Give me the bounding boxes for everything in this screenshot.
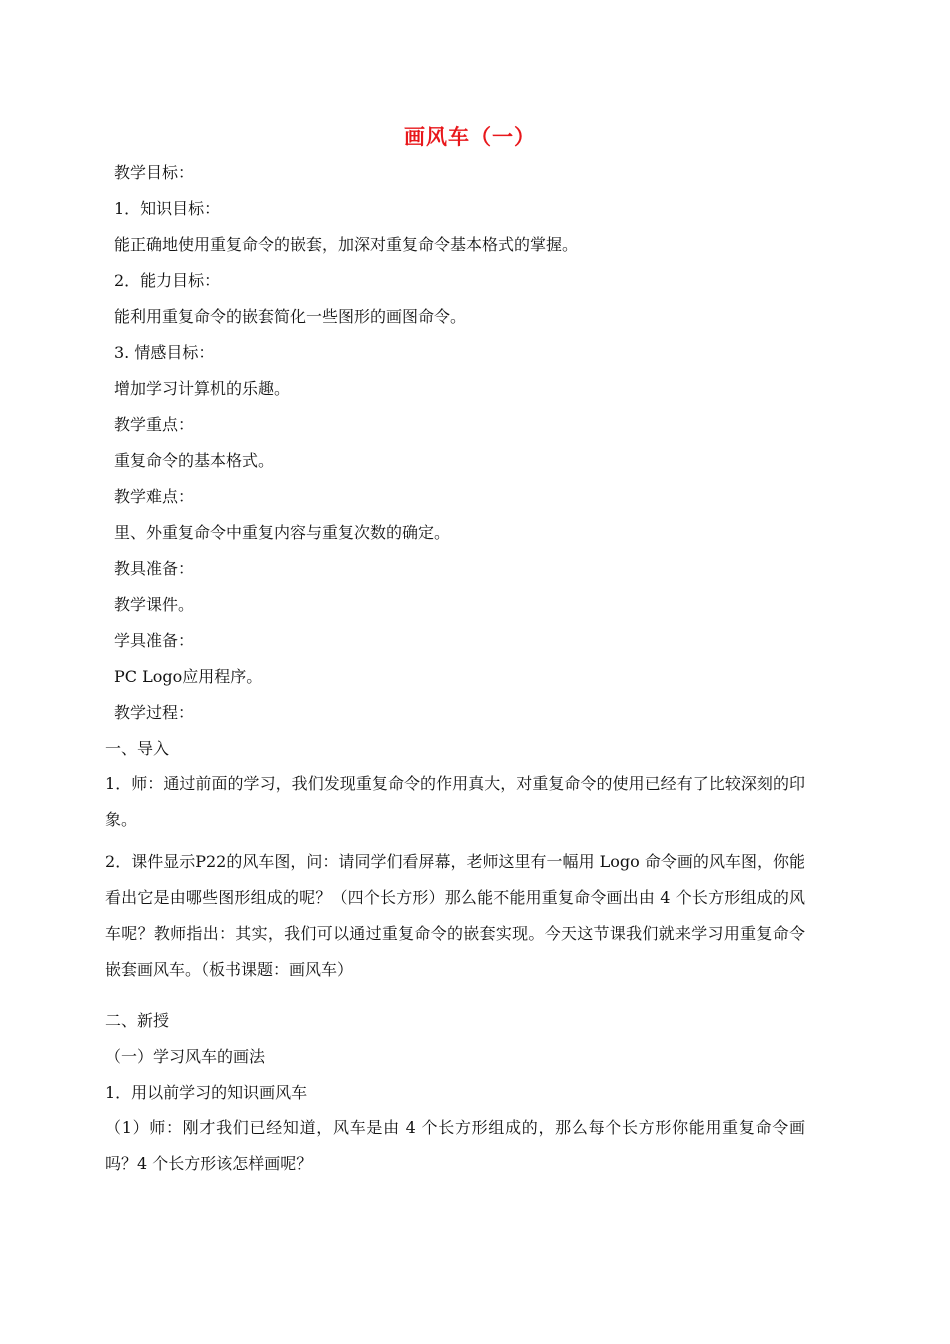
goal-ability-heading: 2．能力目标： (114, 271, 221, 290)
heading-difficulties: 教学难点： (114, 487, 195, 506)
section-new-heading: 二、新授 (105, 1011, 170, 1030)
goal-ability-text: 能利用重复命令的嵌套简化一些图形的画图命令。 (114, 307, 467, 326)
teaching-aids-text: 教学课件。 (114, 595, 195, 614)
heading-key-points: 教学重点： (114, 415, 195, 434)
heading-teaching-goals: 教学目标： (114, 163, 195, 182)
goal-emotion-text: 增加学习计算机的乐趣。 (114, 379, 291, 398)
heading-teaching-aids: 教具准备： (114, 559, 195, 578)
section-intro-heading: 一、导入 (105, 739, 170, 758)
heading-process: 教学过程： (114, 703, 195, 722)
goal-knowledge-text: 能正确地使用重复命令的嵌套，加深对重复命令基本格式的掌握。 (114, 235, 579, 254)
item-previous-knowledge: 1．用以前学习的知识画风车 (105, 1083, 308, 1102)
intro-paragraph-2: 2．课件显示P22的风车图，问：请同学们看屏幕，老师这里有一幅用 Logo 命令画的风车图，你能看出它是由哪些图形组成的呢？（四个长方形）那么能不能用重复命令画出由 4 个长方形组成的风车呢？教师指出：其实，我们可以通过重复命令的嵌套实现。今天这节课我们就来学习用重复命令嵌套画风车。（板书课题：画风车） (105, 852, 805, 979)
student-aids-text: PC Logo应用程序。 (114, 667, 263, 686)
key-points-text: 重复命令的基本格式。 (114, 451, 275, 470)
goal-knowledge-heading: 1．知识目标： (114, 199, 221, 218)
new-paragraph-1: （1）师：刚才我们已经知道，风车是由 4 个长方形组成的，那么每个长方形你能用重复命令画吗？4 个长方形该怎样画呢？ (105, 1118, 805, 1173)
goal-emotion-heading: 3. 情感目标： (114, 343, 215, 362)
intro-paragraph-1: 1．师：通过前面的学习，我们发现重复命令的作用真大，对重复命令的使用已经有了比较深刻的印象。 (105, 774, 805, 829)
subsection-windmill-method: （一）学习风车的画法 (105, 1047, 266, 1066)
heading-student-aids: 学具准备： (114, 631, 195, 650)
difficulties-text: 里、外重复命令中重复内容与重复次数的确定。 (114, 523, 451, 542)
document-title: 画风车（一） (404, 124, 536, 149)
